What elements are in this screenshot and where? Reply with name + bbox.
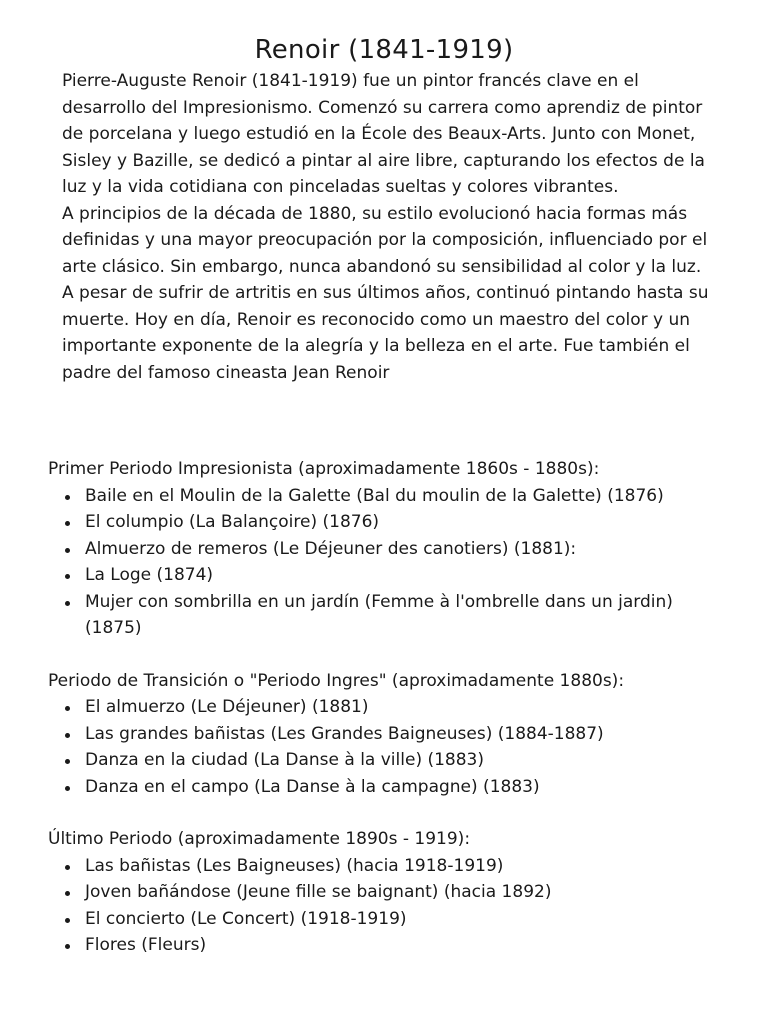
bullet-icon [65,495,70,500]
bullet-icon [65,548,70,553]
biography-section [62,68,722,386]
work-title: Danza en el campo (La Danse à la campagne) (1883) [85,776,540,797]
period-heading: Periodo de Transición o "Periodo Ingres" (aproximadamente 1880s): [48,670,625,691]
work-title: Danza en la ciudad (La Danse à la ville) (1883) [85,750,485,770]
bullet-icon [65,601,70,606]
bullet-icon [65,574,70,579]
period-heading: Último Periodo (aproximadamente 1890s - 1919): [48,829,471,849]
list-item [48,562,685,589]
period-heading: Primer Periodo Impresionista (aproximadamente 1860s - 1880s): [48,459,600,479]
bullet-icon [65,706,70,711]
bullet-icon [65,759,70,764]
list-item [48,589,685,642]
page-title: Renoir (1841-1919) [254,35,514,65]
period-late [48,826,728,959]
work-title: El almuerzo (Le Déjeuner) (1881) [85,697,369,717]
list-item [48,932,685,959]
bullet-icon [65,786,70,791]
work-title: Joven bañándose (Jeune fille se baignant) (hacia 1892) [85,882,552,902]
biography-paragraph: A pesar de sufrir de artritis en sus últimos años, continuó pintando hasta su muerte. Hoy en día, Renoir es reconocido como un maestro del color y un importante exponente de la alegría y la belleza en el arte. Fue también el padre del famoso cineasta Jean Renoir [62,283,709,383]
list-item [48,721,685,748]
work-title: Baile en el Moulin de la Galette (Bal du moulin de la Galette) (1876) [85,485,664,506]
work-title: Las bañistas (Les Baigneuses) (hacia 1918-1919) [85,855,504,876]
work-title: Las grandes bañistas (Les Grandes Baigneuses) (1884-1887) [85,723,604,744]
list-item [48,853,685,880]
works-list [48,853,728,959]
period-early-impressionist [48,456,728,642]
list-item [48,774,685,801]
work-title: La Loge (1874) [85,565,214,585]
work-title: El columpio (La Balançoire) (1876) [85,512,380,532]
list-item [48,694,685,721]
list-item [48,483,685,510]
period-ingres-transition [48,668,728,801]
bullet-icon [65,891,70,896]
work-title: Flores (Fleurs) [85,935,207,955]
bullet-icon [65,918,70,923]
works-list [48,694,728,800]
list-item [48,747,685,774]
bullet-icon [65,521,70,526]
works-list [48,483,728,642]
list-item [48,906,685,933]
bullet-icon [65,944,70,949]
biography-paragraph: A principios de la década de 1880, su estilo evolucionó hacia formas más definidas y una mayor preocupación por la composición, influenciado por el arte clásico. Sin embargo, nunca abandonó su sensibilidad al color y la luz. [62,203,708,277]
work-title: Almuerzo de remeros (Le Déjeuner des canotiers) (1881): [85,538,577,559]
bullet-icon [65,865,70,870]
bullet-icon [65,733,70,738]
list-item [48,509,685,536]
work-title: El concierto (Le Concert) (1918-1919) [85,908,407,929]
biography-paragraph: Pierre-Auguste Renoir (1841-1919) fue un pintor francés clave en el desarrollo del Impresionismo. Comenzó su carrera como aprendiz de pintor de porcelana y luego estudió en la École des Beaux-Arts. Junto con Monet, Sisley y Bazille, se dedicó a pintar al aire libre, capturando los efectos de la luz y la vida cotidiana con pinceladas sueltas y colores vibrantes. [62,71,705,197]
periods-section [48,456,728,985]
list-item [48,879,685,906]
list-item [48,536,685,563]
work-title: Mujer con sombrilla en un jardín (Femme à l'ombrelle dans un jardin) (1875) [85,591,673,638]
